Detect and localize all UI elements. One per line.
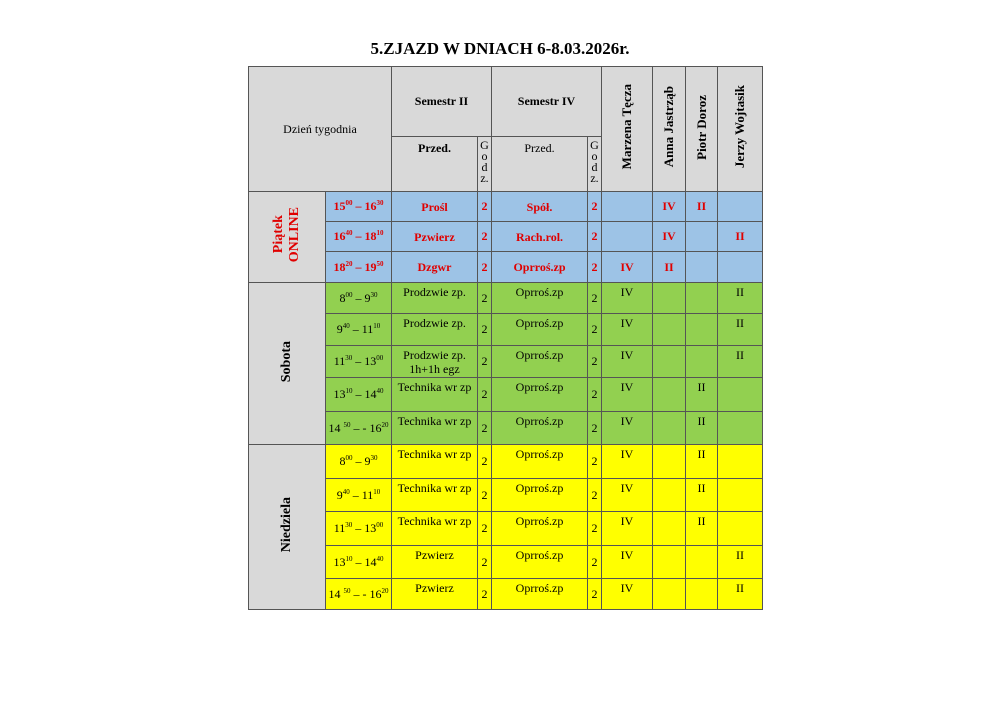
teacher-assignment: IV xyxy=(602,314,653,346)
time-slot: 14 $^{50}$ – - $16^{20}$ xyxy=(326,579,392,610)
sem-iv-hours: 2 xyxy=(588,346,602,378)
sem-iv-hours: 2 xyxy=(588,412,602,445)
teacher-assignment xyxy=(653,579,686,610)
teacher-assignment xyxy=(686,222,718,252)
teacher-assignment xyxy=(686,546,718,579)
time-slot: $8^{00} - 9^{30}$ xyxy=(326,445,392,479)
teacher-assignment xyxy=(653,445,686,479)
sem-iv-hours: 2 xyxy=(588,579,602,610)
przed-header-sem-ii: Przed. xyxy=(392,137,478,192)
teacher-assignment xyxy=(653,546,686,579)
teacher-assignment: II xyxy=(686,479,718,512)
teacher-assignment xyxy=(602,192,653,222)
day-cell xyxy=(249,192,326,283)
time-slot: $13^{10} - 14^{40}$ xyxy=(326,378,392,412)
sem-ii-subject: Dzgwr xyxy=(392,252,478,283)
sem-ii-subject: Pzwierz xyxy=(392,546,478,579)
sem-iv-subject: Rach.rol. xyxy=(492,222,588,252)
sem-ii-hours: 2 xyxy=(478,346,492,378)
teacher-assignment: II xyxy=(686,512,718,546)
schedule-row xyxy=(249,252,763,283)
teacher-assignment xyxy=(602,222,653,252)
teacher-assignment xyxy=(718,512,763,546)
sem-ii-hours: 2 xyxy=(478,222,492,252)
teacher-assignment: IV xyxy=(602,546,653,579)
teacher-assignment: II xyxy=(686,412,718,445)
sem-ii-subject: Prodzwie zp. xyxy=(392,283,478,314)
sem-iv-subject: Oprroś.zp xyxy=(492,314,588,346)
sem-ii-hours: 2 xyxy=(478,192,492,222)
sem-ii-subject: Technika wr zp xyxy=(392,412,478,445)
sem-iv-hours: 2 xyxy=(588,546,602,579)
semestr-iv-header: Semestr IV xyxy=(492,67,602,137)
teacher-assignment: IV xyxy=(602,378,653,412)
day-name: Niedziela xyxy=(279,497,294,553)
sem-ii-subject: Technika wr zp xyxy=(392,479,478,512)
sem-ii-hours: 2 xyxy=(478,445,492,479)
teacher-assignment: II xyxy=(686,192,718,222)
sem-iv-hours: 2 xyxy=(588,512,602,546)
teacher-assignment xyxy=(718,445,763,479)
sem-ii-subject: Pzwierz xyxy=(392,579,478,610)
schedule-row xyxy=(249,445,763,479)
teacher-assignment: II xyxy=(718,314,763,346)
teacher-assignment: IV xyxy=(602,346,653,378)
schedule-row xyxy=(249,579,763,610)
teacher-assignment xyxy=(686,579,718,610)
sem-iv-subject: Oprroś.zp xyxy=(492,445,588,479)
teacher-assignment xyxy=(718,378,763,412)
teacher-assignment: II xyxy=(686,445,718,479)
sem-iv-hours: 2 xyxy=(588,314,602,346)
teacher-assignment: II xyxy=(718,283,763,314)
teacher-assignment: II xyxy=(686,378,718,412)
sem-iv-hours: 2 xyxy=(588,378,602,412)
teacher-header-4: Jerzy Wojtasik xyxy=(718,67,763,192)
sem-iv-subject: Spół. xyxy=(492,192,588,222)
time-slot: $18^{20} - 19^{50}$ xyxy=(326,252,392,283)
sem-ii-hours: 2 xyxy=(478,512,492,546)
day-name: Sobota xyxy=(279,340,294,383)
semestr-ii-header: Semestr II xyxy=(392,67,492,137)
sem-ii-hours: 2 xyxy=(478,546,492,579)
page-title: 5.ZJAZD W DNIACH 6-8.03.2026r. xyxy=(370,39,630,58)
schedule-row xyxy=(249,192,763,222)
teacher-header-3: Piotr Doroz xyxy=(686,67,718,192)
time-slot: $9^{40} - 11^{10}$ xyxy=(326,479,392,512)
sem-ii-hours: 2 xyxy=(478,314,492,346)
sem-iv-subject: Oprroś.zp xyxy=(492,579,588,610)
sem-iv-subject: Oprroś.zp xyxy=(492,546,588,579)
przed-header-sem-iv: Przed. xyxy=(492,137,588,192)
sem-iv-hours: 2 xyxy=(588,445,602,479)
teacher-assignment: II xyxy=(718,546,763,579)
teacher-assignment xyxy=(653,479,686,512)
teacher-assignment xyxy=(718,192,763,222)
sem-ii-hours: 2 xyxy=(478,579,492,610)
teacher-assignment xyxy=(718,252,763,283)
time-slot: $15^{00} - 16^{30}$ xyxy=(326,192,392,222)
teacher-assignment: IV xyxy=(602,445,653,479)
teacher-assignment: II xyxy=(718,346,763,378)
sem-ii-subject: Technika wr zp xyxy=(392,378,478,412)
schedule-row xyxy=(249,222,763,252)
teacher-header-2: Anna Jastrząb xyxy=(653,67,686,192)
sem-iv-subject: Oprroś.zp xyxy=(492,512,588,546)
teacher-assignment xyxy=(686,283,718,314)
teacher-assignment: II xyxy=(718,579,763,610)
schedule-table xyxy=(248,66,763,610)
sem-iv-hours: 2 xyxy=(588,192,602,222)
teacher-assignment: IV xyxy=(602,252,653,283)
time-slot: 14 $^{50}$ – - $16^{20}$ xyxy=(326,412,392,445)
schedule-row xyxy=(249,378,763,412)
godz-header-sem-iv: G o d z. xyxy=(588,137,602,192)
schedule-row xyxy=(249,412,763,445)
day-name: Piątek ONLINE xyxy=(271,207,302,263)
time-slot: $8^{00} - 9^{30}$ xyxy=(326,283,392,314)
teacher-assignment: IV xyxy=(653,222,686,252)
sem-ii-subject: Prośl xyxy=(392,192,478,222)
sem-iv-hours: 2 xyxy=(588,222,602,252)
teacher-assignment xyxy=(686,314,718,346)
sem-ii-hours: 2 xyxy=(478,378,492,412)
time-slot: $13^{10} - 14^{40}$ xyxy=(326,546,392,579)
sem-ii-subject: Prodzwie zp. 1h+1h egz xyxy=(392,346,478,378)
teacher-assignment: IV xyxy=(602,579,653,610)
sem-ii-subject: Prodzwie zp. xyxy=(392,314,478,346)
teacher-assignment xyxy=(686,346,718,378)
day-of-week-header: Dzień tygodnia xyxy=(249,67,392,192)
sem-ii-subject: Technika wr zp xyxy=(392,512,478,546)
teacher-assignment xyxy=(653,378,686,412)
schedule-row xyxy=(249,314,763,346)
teacher-assignment xyxy=(653,283,686,314)
schedule-row xyxy=(249,283,763,314)
sem-iv-subject: Oprroś.zp xyxy=(492,479,588,512)
sem-iv-hours: 2 xyxy=(588,252,602,283)
sem-iv-hours: 2 xyxy=(588,479,602,512)
teacher-header-1: Marzena Tęcza xyxy=(602,67,653,192)
teacher-assignment: IV xyxy=(602,412,653,445)
teacher-assignment xyxy=(718,479,763,512)
sem-ii-hours: 2 xyxy=(478,283,492,314)
teacher-assignment xyxy=(653,512,686,546)
sem-ii-hours: 2 xyxy=(478,479,492,512)
teacher-assignment: IV xyxy=(602,283,653,314)
sem-ii-subject: Pzwierz xyxy=(392,222,478,252)
time-slot: $11^{30} - 13^{00}$ xyxy=(326,346,392,378)
time-slot: $11^{30} - 13^{00}$ xyxy=(326,512,392,546)
sem-ii-hours: 2 xyxy=(478,252,492,283)
sem-iv-subject: Oprroś.zp xyxy=(492,283,588,314)
teacher-assignment xyxy=(653,346,686,378)
time-slot: $9^{40} - 11^{10}$ xyxy=(326,314,392,346)
schedule-row xyxy=(249,479,763,512)
day-cell xyxy=(249,283,326,445)
schedule-row xyxy=(249,546,763,579)
teacher-assignment: IV xyxy=(602,479,653,512)
day-cell xyxy=(249,445,326,610)
godz-header-sem-ii: G o d z. xyxy=(478,137,492,192)
schedule-row xyxy=(249,346,763,378)
teacher-assignment xyxy=(653,314,686,346)
sem-iv-subject: Oprroś.zp xyxy=(492,346,588,378)
sem-iv-subject: Oprroś.zp xyxy=(492,252,588,283)
time-slot: $16^{40} - 18^{10}$ xyxy=(326,222,392,252)
teacher-assignment: IV xyxy=(602,512,653,546)
sem-iv-subject: Oprroś.zp xyxy=(492,378,588,412)
teacher-assignment xyxy=(718,412,763,445)
teacher-assignment xyxy=(653,412,686,445)
teacher-assignment: IV xyxy=(653,192,686,222)
teacher-assignment xyxy=(686,252,718,283)
sem-ii-hours: 2 xyxy=(478,412,492,445)
sem-iv-subject: Oprroś.zp xyxy=(492,412,588,445)
teacher-assignment: II xyxy=(653,252,686,283)
teacher-assignment: II xyxy=(718,222,763,252)
sem-ii-subject: Technika wr zp xyxy=(392,445,478,479)
sem-iv-hours: 2 xyxy=(588,283,602,314)
schedule-row xyxy=(249,512,763,546)
